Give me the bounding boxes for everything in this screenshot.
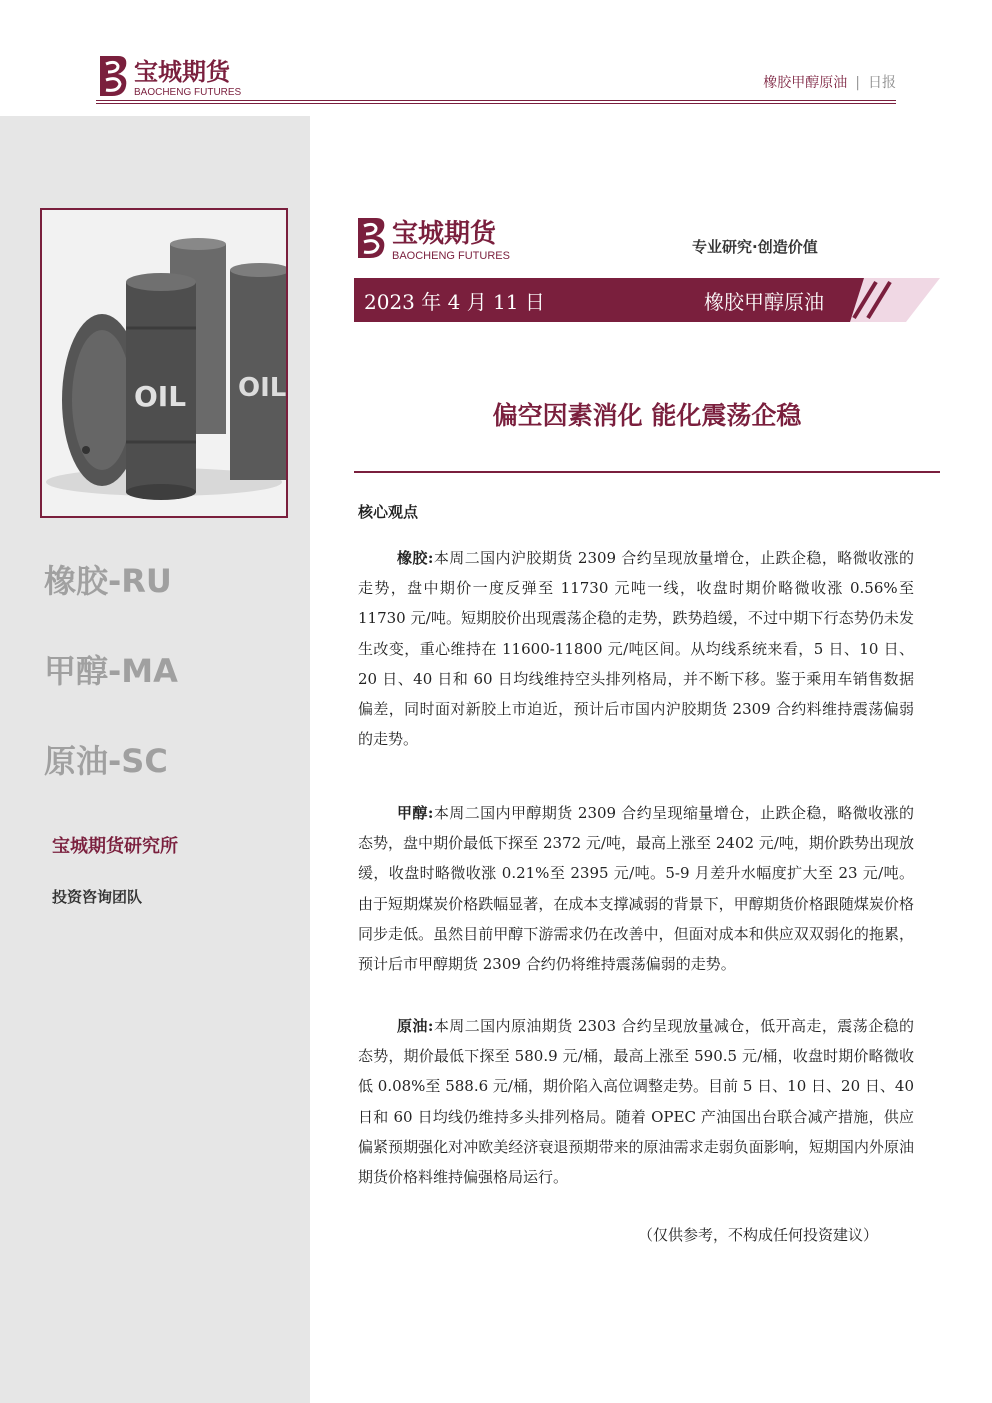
sidebar-product-rubber: 橡胶-RU [44,562,172,600]
paragraph-crude-oil [358,1011,914,1192]
header-separator: | [855,75,860,91]
header-divider [96,100,896,101]
header-logo [96,52,256,100]
sidebar-team-name: 投资咨询团队 [52,888,143,906]
header-divider-secondary [96,103,896,104]
paragraph-rubber-text: 本周二国内沪胶期货 2309 合约呈现放量增仓，止跌企稳，略微收涨的走势，盘中期价一度反弹至 11730 元吨一线，收盘时期价略微收涨 0.56%至 11730 元/吨。短期胶价出现震荡企稳的走势，跌势趋缓，不过中期下行态势仍未发生改变，重心维持在 11600-11800 元/吨区间。从均线系统来看，5 日、10 日、20 日、40 日和 60 日均线维持空头排列格局，并不断下移。鉴于乘用车销售数据偏差，同时面对新胶上市迫近，预计后市国内沪胶期货 2309 合约料维持震荡偏弱的走势。 [358,549,914,749]
core-view-heading: 核心观点 [358,503,419,521]
sidebar-product-methanol: 甲醇-MA [44,652,178,690]
paragraph-rubber-lead: 橡胶: [397,549,434,567]
svg-text:OIL: OIL [134,380,187,413]
svg-text:BAOCHENG FUTURES: BAOCHENG FUTURES [134,87,242,98]
paragraph-methanol-text: 本周二国内甲醇期货 2309 合约呈现缩量增仓，止跌企稳，略微收涨的态势，盘中期价最低下探至 2372 元/吨，最高上涨至 2402 元/吨，期价跌势出现放缓，收盘时略微收涨 0.21%至 2395 元/吨。5-9 月差升水幅度扩大至 23 元/吨。由于短期煤炭价格跌幅显著，在成本支撑减弱的背景下，甲醇期货价格跟随煤炭价格同步走低。虽然目前甲醇下游需求仍在改善中，但面对成本和供应双双弱化的拖累，预计后市甲醇期货 2309 合约仍将维持震荡偏弱的走势。 [358,804,914,974]
title-band-decoration [850,278,940,322]
report-slogan: 专业研究·创造价值 [692,238,818,256]
paragraph-rubber [358,543,914,754]
svg-text:OIL: OIL [238,373,286,403]
report-logo [354,214,524,264]
paragraph-crude-oil-text: 本周二国内原油期货 2303 合约呈现放量减仓，低开高走，震荡企稳的态势，期价最低下探至 580.9 元/桶，最高上涨至 590.5 元/桶，收盘时期价略微收低 0.08%至 588.6 元/桶，期价陷入高位调整走势。目前 5 日、10 日、20 日、40 日和 60 日均线仍维持多头排列格局。随着 OPEC 产油国出台联合减产措施，供应偏紧预期强化对冲欧美经济衰退预期带来的原油需求走弱负面影响，短期国内外原油期货价格料维持偏强格局运行。 [358,1017,914,1187]
report-date: 2023 年 4 月 11 日 [364,290,545,314]
paragraph-methanol [358,798,914,979]
paragraph-crude-oil-lead: 原油: [397,1017,434,1035]
paragraph-methanol-lead: 甲醇: [397,804,434,822]
report-sector: 橡胶甲醇原油 [704,290,824,314]
svg-text:宝城期货: 宝城期货 [392,219,497,249]
sidebar-org-name: 宝城期货研究所 [52,836,178,857]
report-headline: 偏空因素消化 能化震荡企稳 [492,401,802,430]
sidebar-product-crude-oil: 原油-SC [44,742,168,780]
header-report-type: 日报 [868,75,896,91]
disclaimer: （仅供参考，不构成任何投资建议） [638,1226,879,1244]
header-sector [763,72,896,92]
header-sector-label: 橡胶甲醇原油 [763,75,848,91]
oil-barrels-image [40,208,288,518]
svg-text:宝城期货: 宝城期货 [134,58,230,86]
headline-divider [354,471,940,473]
svg-text:BAOCHENG FUTURES: BAOCHENG FUTURES [392,250,510,262]
